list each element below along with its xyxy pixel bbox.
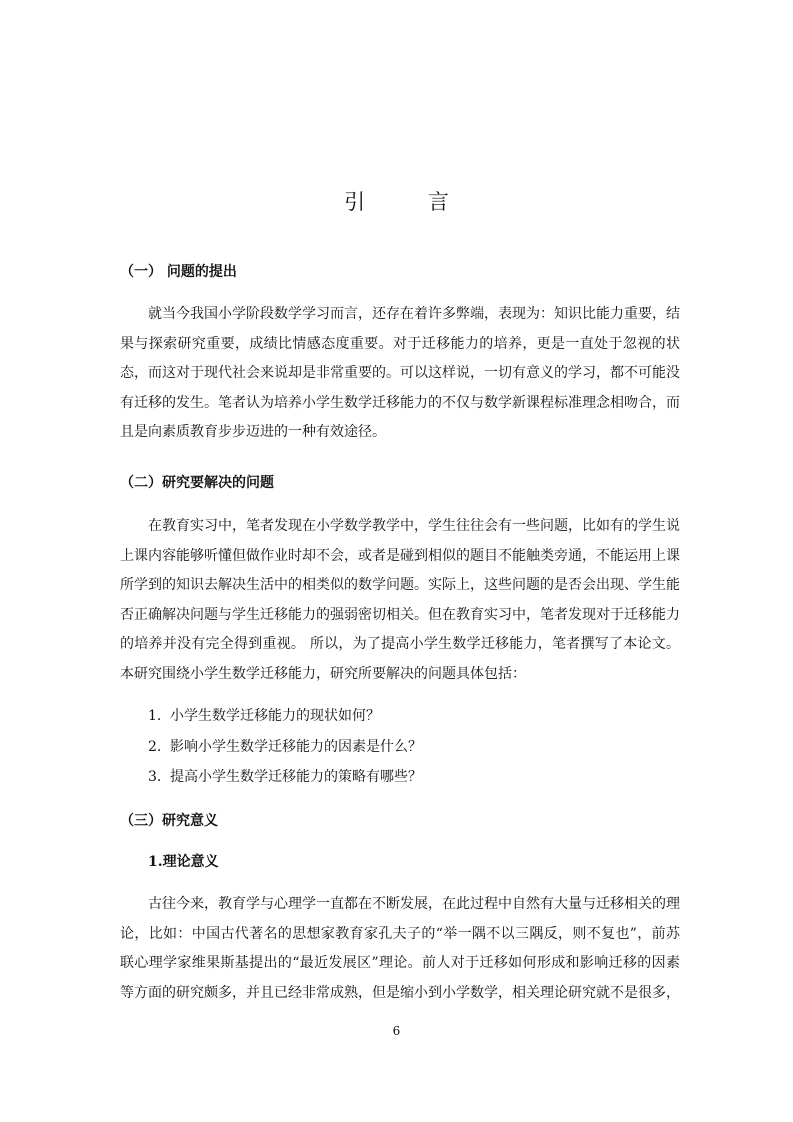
- page-number: 6: [392, 1024, 401, 1038]
- section-heading-1: （一） 问题的提出: [120, 264, 237, 280]
- section-heading-2: （二）研究要解决的问题: [120, 475, 274, 491]
- subsection-heading: 1.理论意义: [148, 854, 219, 870]
- list-item-number: 2.: [148, 738, 162, 755]
- section-paragraph-2: 在教育实习中，笔者发现在小学数学教学中，学生往往会有一些问题，比如有的学生说上课内容能够听懂但做作业时却不会，或者是碰到相似的题目不能触类旁通，不能运用上课所学到的知识去解决生活中的相类似的数学问题。实际上，这些问题的是否会出现、学生能否正确解决问题与学生迁移能力的强弱密切相关。但在教育实习中，笔者发现对于迁移能力的培养并没有完全得到重视。 所以，为了提高小学生数学迁移能力，笔者撰写了本论文。本研究围绕小学生数学迁移能力，研究所要解决的问题具体包括：: [120, 518, 680, 682]
- list-item-text: 提高小学生数学迁移能力的策略有哪些？: [170, 769, 422, 785]
- list-item-number: 1.: [148, 708, 162, 724]
- page-title: 引 言: [344, 190, 477, 214]
- research-question-list: [148, 706, 422, 798]
- list-item: [148, 767, 422, 798]
- section-paragraph-3: 古往今来，教育学与心理学一直都在不断发展，在此过程中自然有大量与迁移相关的理论，比如：中国古代著名的思想家教育家孔夫子的“举一隅不以三隅反，则不复也”，前苏联心理学家维果斯基提出的“最近发展区”理论。前人对于迁移如何形成和影响迁移的因素等方面的研究颇多，并且已经非常成熟，但是缩小到小学数学，相关理论研究就不是很多，: [120, 896, 680, 1001]
- section-heading-3: （三）研究意义: [120, 813, 218, 829]
- section-paragraph-1: 就当今我国小学阶段数学学习而言，还存在着许多弊端，表现为：知识比能力重要，结果与探索研究重要，成绩比情感态度重要。对于迁移能力的培养，更是一直处于忽视的状态，而这对于现代社会来说却是非常重要的。可以这样说，一切有意义的学习，都不可能没有迁移的发生。笔者认为培养小学生数学迁移能力的不仅与数学新课程标准理念相吻合，而且是向素质教育步步迈进的一种有效途径。: [120, 306, 680, 441]
- list-item-text: 小学生数学迁移能力的现状如何？: [170, 708, 380, 724]
- list-item: [148, 737, 422, 768]
- list-item-text: 影响小学生数学迁移能力的因素是什么？: [170, 738, 422, 755]
- list-item: [148, 706, 422, 737]
- list-item-number: 3.: [148, 769, 162, 785]
